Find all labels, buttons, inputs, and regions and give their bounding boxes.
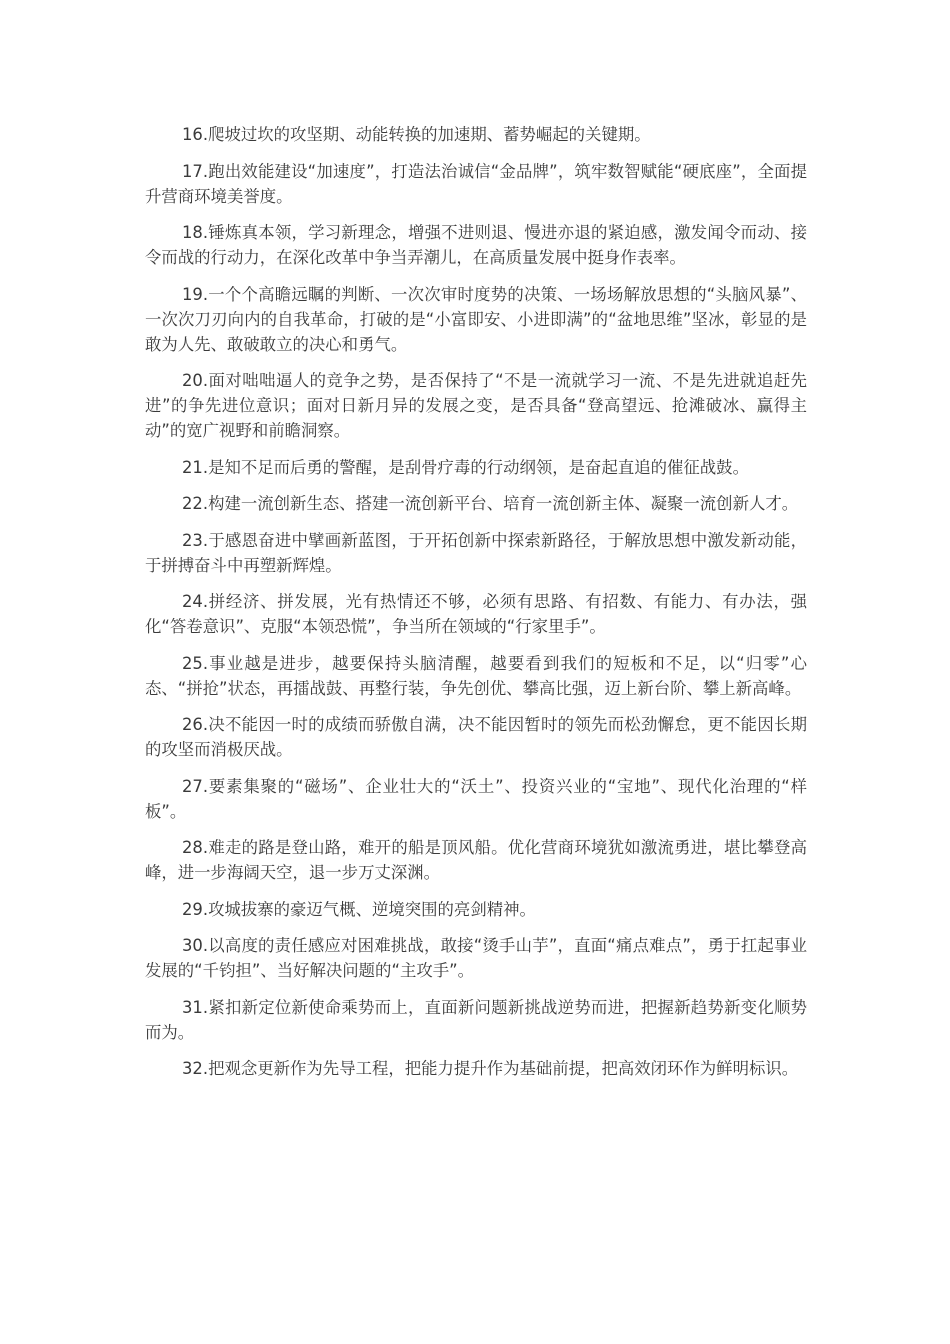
paragraph-32: 32.把观念更新作为先导工程，把能力提升作为基础前提，把高效闭环作为鲜明标识。 <box>182 1059 799 1078</box>
paragraph-27: 27.要素集聚的“磁场”、企业壮大的“沃土”、投资兴业的“宝地”、现代化治理的“样板”。 <box>145 776 807 821</box>
paragraph-31: 31.紧扣新定位新使命乘势而上，直面新问题新挑战逆势而进，把握新趋势新变化顺势而为。 <box>145 997 807 1042</box>
paragraph-26: 26.决不能因一时的成绩而骄傲自满，决不能因暂时的领先而松劲懈怠，更不能因长期的攻坚而消极厌战。 <box>145 715 807 759</box>
paragraph-22: 22.构建一流创新生态、搭建一流创新平台、培育一流创新主体、凝聚一流创新人才。 <box>182 494 799 513</box>
paragraph-17: 17.跑出效能建设“加速度”，打造法治诚信“金品牌”，筑牢数智赋能“硬底座”，全面提升营商环境美誉度。 <box>145 161 807 206</box>
paragraph-23: 23.于感恩奋进中擘画新蓝图，于开拓创新中探索新路径，于解放思想中激发新动能，于拼搏奋斗中再塑新辉煌。 <box>145 530 807 575</box>
paragraph-18: 18.锤炼真本领，学习新理念，增强不进则退、慢进亦退的紧迫感，激发闻令而动、接令而战的行动力，在深化改革中争当弄潮儿，在高质量发展中挺身作表率。 <box>145 223 807 267</box>
paragraph-19: 19.一个个高瞻远瞩的判断、一次次审时度势的决策、一场场解放思想的“头脑风暴”、一次次刀刃向内的自我革命，打破的是“小富即安、小进即满”的“盆地思维”坚冰，彰显的是敢为人先、敢破敢立的决心和勇气。 <box>145 284 807 354</box>
paragraph-21: 21.是知不足而后勇的警醒，是刮骨疗毒的行动纲领，是奋起直追的催征战鼓。 <box>182 457 749 477</box>
paragraph-24: 24.拼经济、拼发展，光有热情还不够，必须有思路、有招数、有能力、有办法，强化“答卷意识”、克服“本领恐慌”，争当所在领域的“行家里手”。 <box>145 592 807 636</box>
paragraph-16: 16.爬坡过坎的攻坚期、动能转换的加速期、蓄势崛起的关键期。 <box>182 125 651 144</box>
paragraph-29: 29.攻城拔寨的豪迈气概、逆境突围的亮剑精神。 <box>182 899 536 919</box>
paragraph-28: 28.难走的路是登山路，难开的船是顶风船。优化营商环境犹如激流勇进，堪比攀登高峰，进一步海阔天空，退一步万丈深渊。 <box>145 838 807 882</box>
paragraph-25: 25.事业越是进步，越要保持头脑清醒，越要看到我们的短板和不足，以“归零”心态、“拼抢”状态，再擂战鼓、再整行装，争先创优、攀高比强，迈上新台阶、攀上新高峰。 <box>145 653 807 698</box>
paragraph-30: 30.以高度的责任感应对困难挑战，敢接“烫手山芋”，直面“痛点难点”，勇于扛起事业发展的“千钧担”、当好解决问题的“主攻手”。 <box>145 936 807 980</box>
document-body <box>145 122 807 1093</box>
paragraph-20: 20.面对咄咄逼人的竞争之势，是否保持了“不是一流就学习一流、不是先进就追赶先进”的争先进位意识；面对日新月异的发展之变，是否具备“登高望远、抢滩破冰、赢得主动”的宽广视野和前瞻洞察。 <box>145 371 807 440</box>
